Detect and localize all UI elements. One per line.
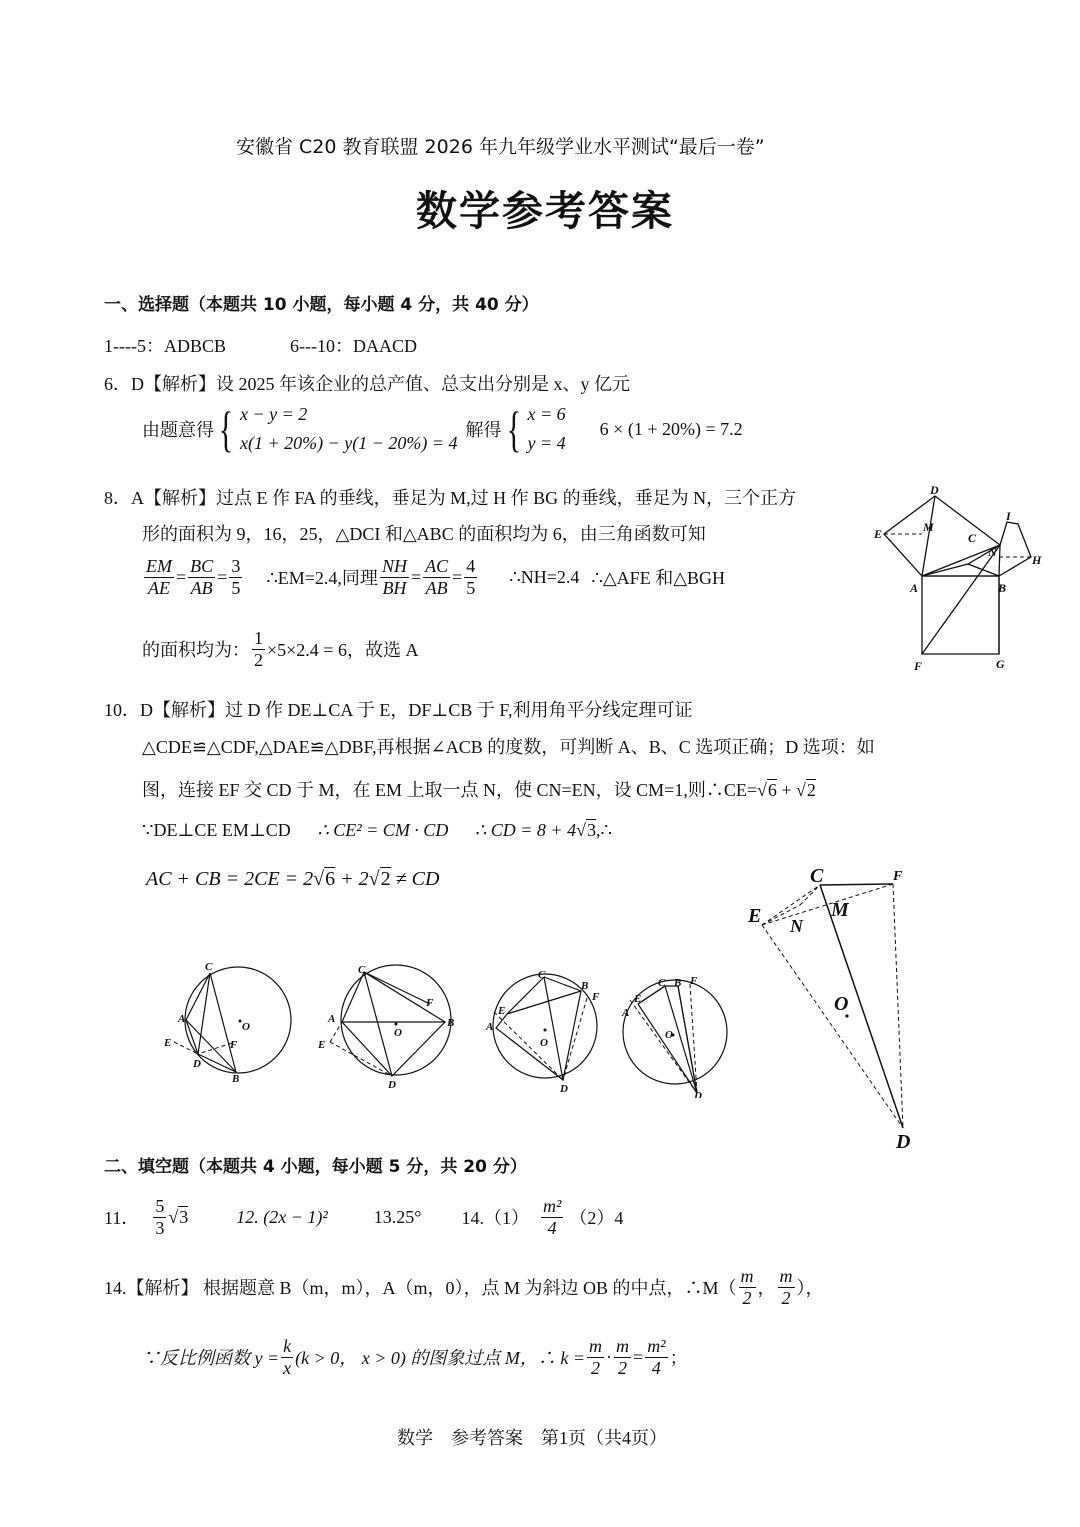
q10-large-figure (740, 860, 920, 1155)
fig8-label-n: N (988, 545, 997, 559)
fraction: $\frac{EM}{AE}$ (146, 556, 172, 598)
answer-11-label: 11． (104, 1208, 140, 1229)
c1-label-f: F (230, 1039, 238, 1051)
q8-line4 (142, 628, 418, 670)
c2-label-o: O (394, 1027, 402, 1039)
q8-triangles: ∴△AFE 和△BGH (591, 568, 726, 589)
q6-eq2: x(1 + 20%) − y(1 − 20%) = 4 (240, 433, 458, 453)
fraction: $\frac{1}{2}$ (254, 628, 263, 670)
q8-nh-result: ∴NH=2.4 (509, 566, 580, 587)
c4-label-b: B (674, 977, 682, 989)
answer-11-root: 3 (179, 1206, 189, 1227)
q14-line1: 14.【解析】 根据题意 B（m，m），A（m，0），点 M 为斜边 OB 的中点，∴M（ $\frac{m}{2}$ ， $\frac{m}{2}$ ）， (104, 1266, 824, 1308)
q8-line3: $\frac{EM}{AE}$ = $\frac{BC}{AB}$ = $\frac{3}{5}$ ∴EM=2.4,同理 $\frac{NH}{BH}$ = $\frac{AC}{AB}$ = $\frac{4}{5}$ ∴NH=2.4 ∴△AFE 和△BGH (146, 556, 726, 598)
fraction: $\frac{5}{3}$ (155, 1196, 165, 1238)
q10-line3: 图，连接 EF 交 CD 于 M，在 EM 上取一点 N，使 CN=EN，设 CM=1,则∴CE=√6 + √2 (142, 780, 816, 800)
fraction: $\frac{\text{m²}}{4}$ (542, 1196, 562, 1238)
c1-label-b: B (232, 1073, 240, 1085)
fig8-label-f: F (914, 659, 923, 673)
fig8-label-a: A (910, 581, 919, 595)
q8-line1: 8．A【解析】过点 E 作 FA 的垂线，垂足为 M,过 H 作 BG 的垂线，垂足为 N，三个正方 (104, 488, 797, 508)
section-heading-choice: 一、选择题（本题共 10 小题，每小题 4 分，共 40 分） (104, 295, 539, 315)
q10-line1: 10．D【解析】过 D 作 DE⊥CA 于 E，DF⊥CB 于 F,利用角平分线定理可证 (104, 700, 693, 720)
fraction: $\frac{4}{5}$ (466, 556, 476, 598)
c4-label-a: A (622, 1007, 630, 1019)
fig10-label-d: D (896, 1131, 911, 1153)
q14-line2: ∵反比例函数 y = $\frac{k}{x}$ (k > 0， x > 0) 的图象过点 M，∴ k = $\frac{m}{2}$ · $\frac{m}{2}$ = $\frac{\text{m²}}{4}$ ； (142, 1336, 688, 1378)
answer-12: 12. (2x − 1)² (236, 1206, 328, 1227)
fig8-label-d: D (930, 484, 939, 497)
fig10-label-c: C (810, 865, 824, 887)
q6-prefix: 由题意得 (142, 420, 214, 440)
q6-equations (142, 401, 743, 457)
q8-area-prefix: 的面积均为： (142, 640, 250, 661)
c1-label-a: A (178, 1013, 186, 1025)
c2-label-a: A (328, 1013, 336, 1025)
c3-label-e: E (498, 1005, 506, 1017)
q6-eq1: x − y = 2 (240, 404, 308, 424)
c4-label-d: D (694, 1090, 702, 1098)
section-heading-fill: 二、填空题（本题共 4 小题，每小题 5 分，共 20 分） (104, 1157, 527, 1177)
q8-line2: 形的面积为 9，16，25，△DCI 和△ABC 的面积均为 6，由三角函数可知 (142, 524, 706, 544)
q8-area-result: ×5×2.4 = 6，故选 A (267, 640, 419, 661)
brace-icon: { (218, 401, 234, 457)
fig10-label-o: O (834, 993, 849, 1015)
fig10-label-n: N (790, 916, 803, 936)
fraction: $\frac{3}{5}$ (231, 556, 241, 598)
c4-label-c: C (658, 977, 666, 989)
brace-icon: { (506, 401, 521, 457)
c3-label-d: D (560, 1083, 568, 1095)
q10-circle-figures (160, 958, 750, 1098)
answer-14-label: 14.（1） (461, 1208, 529, 1229)
c2-label-b: B (447, 1017, 455, 1029)
fraction: $\frac{m}{2}$ (740, 1266, 754, 1308)
fraction: $\frac{NH}{BH}$ (381, 556, 407, 598)
q8-em-result: ∴EM=2.4,同理 (266, 568, 378, 589)
answers-6-10: 6---10：DAACD (290, 336, 417, 356)
fraction: $\frac{m}{2}$ (779, 1266, 793, 1308)
fig8-label-c: C (968, 531, 977, 545)
c1-label-d: D (193, 1058, 201, 1070)
q10-line2: △CDE≌△CDF,△DAE≌△DBF,再根据∠ACB 的度数，可判断 A、B、C 选项正确；D 选项：如 (142, 737, 875, 757)
c3-label-f: F (592, 991, 600, 1003)
answers-1-5: 1----5：ADBCB (104, 336, 226, 356)
fig10-label-m: M (831, 899, 849, 921)
fig8-label-h: H (1032, 553, 1042, 567)
c1-label-c: C (205, 961, 213, 973)
fraction: $\frac{BC}{AB}$ (190, 556, 214, 598)
c1-label-e: E (164, 1037, 172, 1049)
q6-result: 6 × (1 + 20%) = 7.2 (599, 418, 743, 439)
fig8-label-b: B (998, 581, 1007, 595)
q6-sol2: y = 4 (527, 433, 566, 453)
c4-label-o: O (665, 1029, 673, 1041)
answer-14-part2: （2）4 (569, 1208, 624, 1229)
c4-label-f: F (690, 975, 698, 987)
c3-label-b: B (581, 980, 589, 992)
fraction: $\frac{AC}{AB}$ (425, 556, 449, 598)
q6-line1: 6．D【解析】设 2025 年该企业的总产值、总支出分别是 x、y 亿元 (104, 374, 630, 394)
fig10-label-f: F (893, 869, 903, 884)
q8-pentagon-figure (868, 484, 1048, 674)
page-title: 数学参考答案 (416, 187, 674, 235)
q6-solution (502, 401, 566, 457)
c2-label-c: C (358, 964, 366, 976)
c3-label-a: A (486, 1021, 494, 1033)
page-footer: 数学 参考答案 第1页（共4页） (397, 1428, 667, 1448)
fig8-label-i: I (1006, 509, 1011, 523)
fig8-label-g: G (996, 657, 1005, 671)
c2-label-f: F (426, 997, 434, 1009)
fig8-label-m: M (923, 520, 934, 534)
answer-13: 13.25° (373, 1206, 422, 1227)
q6-sol1: x = 6 (527, 404, 566, 424)
fraction: $\frac{m}{2}$ (589, 1336, 603, 1378)
c3-label-o: O (540, 1037, 548, 1049)
q10-line4: ∵DE⊥CE EM⊥CD ∴ CE² = CM · CD ∴ CD = 8 + 4√3,∴ (142, 820, 612, 840)
c1-label-o: O (242, 1021, 250, 1033)
c3-label-c: C (538, 969, 546, 981)
q6-system (214, 401, 458, 457)
fill-answers: 11． $\frac{5}{3}$ √3 12. (2x − 1)² 13.25° 14.（1） $\frac{\text{m²}}{4}$ （2）4 (104, 1196, 624, 1238)
fraction: $\frac{k}{x}$ (283, 1336, 292, 1378)
fraction: $\frac{m}{2}$ (616, 1336, 630, 1378)
q10-line5: AC + CB = 2CE = 2√6 + 2√2 ≠ CD (146, 868, 440, 890)
fig8-label-e: E (874, 527, 883, 541)
c2-label-d: D (388, 1079, 396, 1091)
c4-label-e: E (634, 993, 642, 1005)
exam-subtitle: 安徽省 C20 教育联盟 2026 年九年级学业水平测试“最后一卷” (236, 136, 765, 158)
fraction: $\frac{\text{m²}}{4}$ (647, 1336, 666, 1378)
q6-solve: 解得 (465, 420, 502, 440)
fig10-label-e: E (748, 905, 762, 927)
c2-label-e: E (318, 1039, 326, 1051)
